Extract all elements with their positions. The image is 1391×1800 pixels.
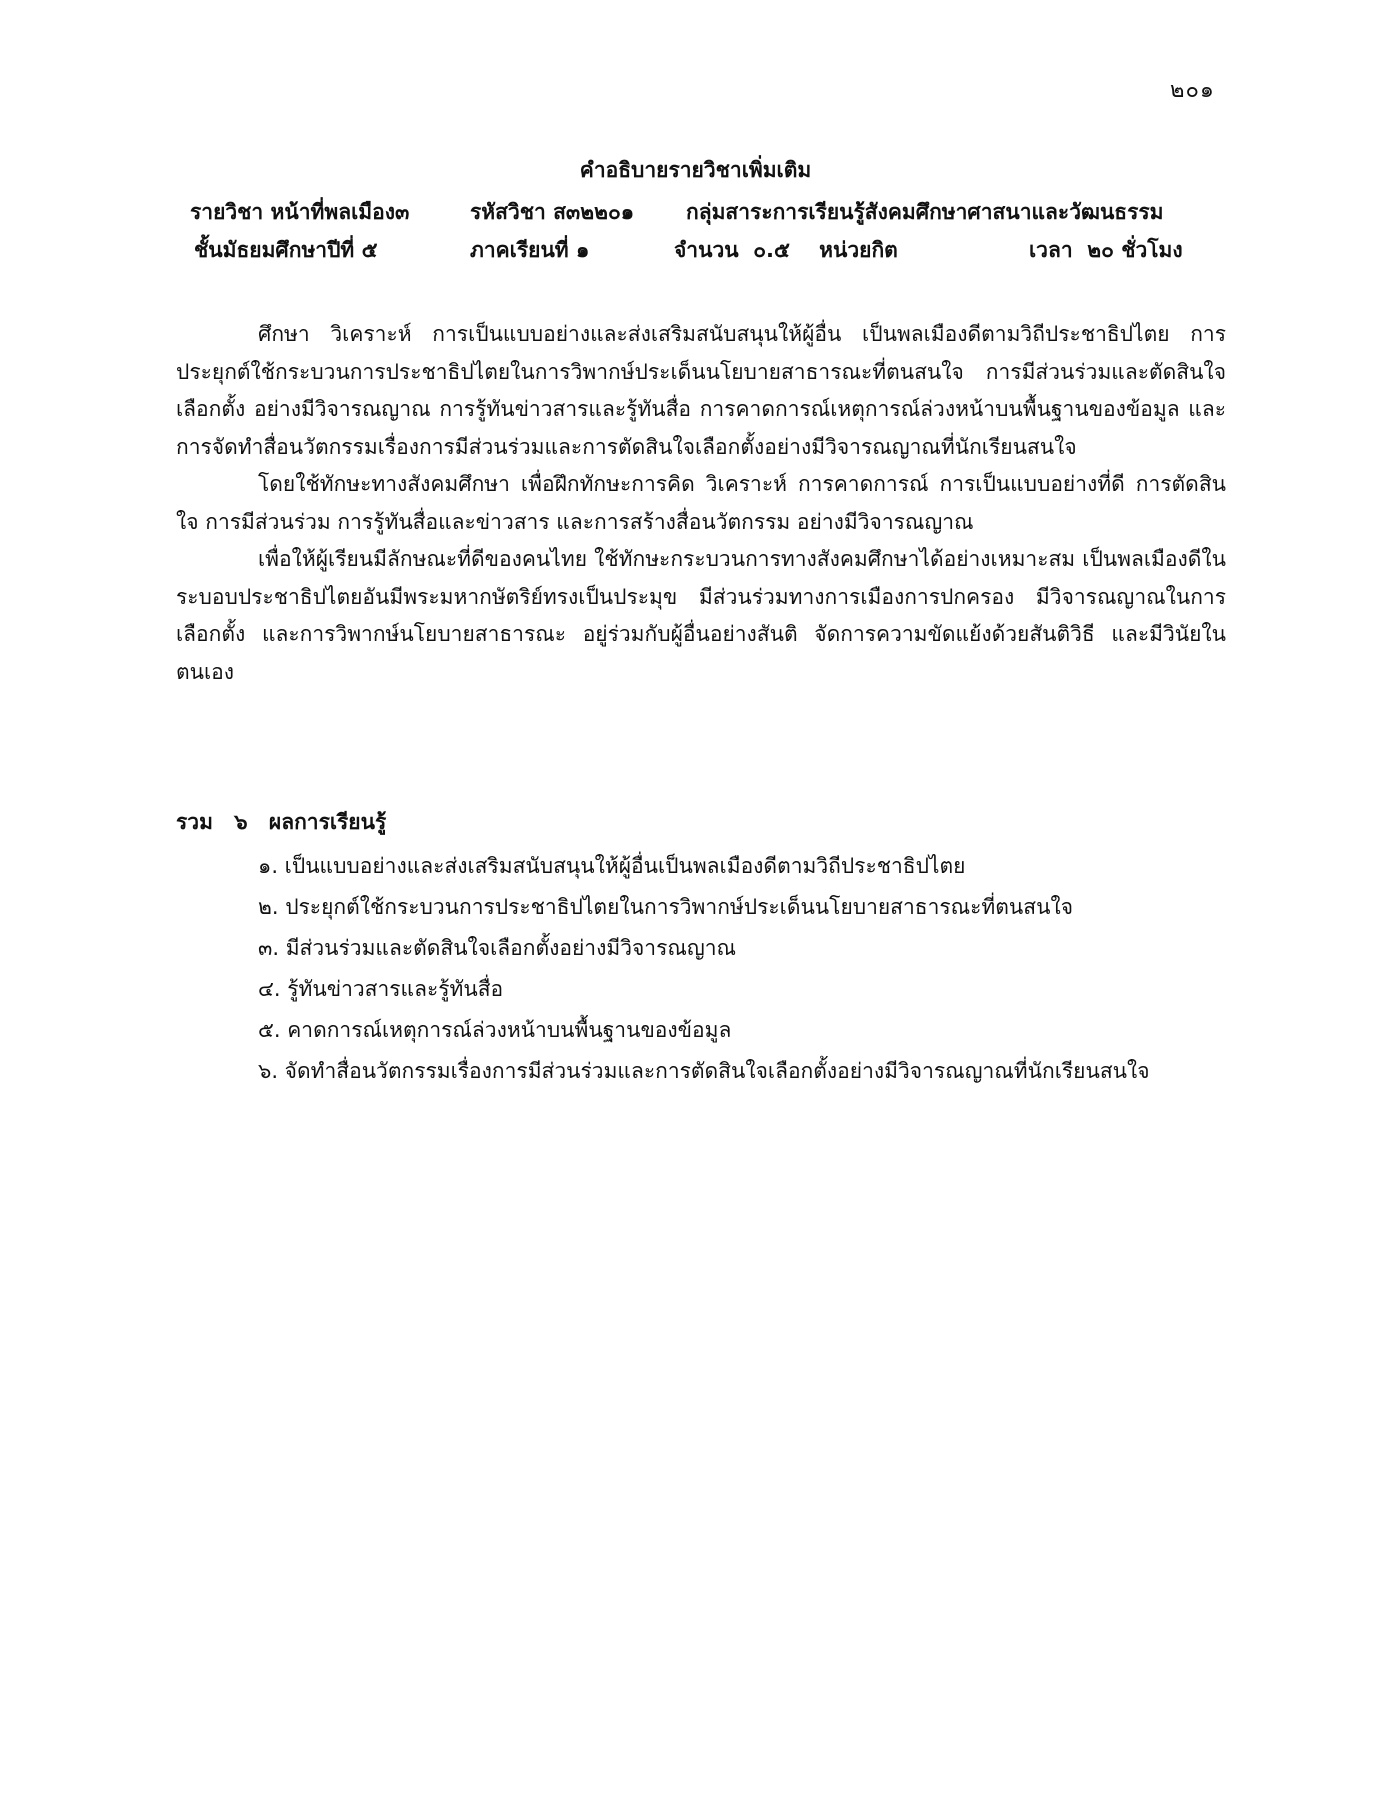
outcome-count: ๖ — [234, 810, 248, 834]
subject-name: รายวิชา หน้าที่พลเมือง๓ — [190, 200, 410, 224]
outcome-item: ๓. มีส่วนร่วมและตัดสินใจเลือกตั้งอย่างมีวิจารณญาณ — [258, 936, 737, 960]
hours: เวลา ๒๐ ชั่วโมง — [1029, 238, 1183, 262]
outcome-item: ๕. คาดการณ์เหตุการณ์ล่วงหน้าบนพื้นฐานของข้อมูล — [258, 1018, 732, 1042]
credits: จำนวน ๐.๕ หน่วยกิต — [674, 238, 898, 262]
outcome-item: ๑. เป็นแบบอย่างและส่งเสริมสนับสนุนให้ผู้อื่นเป็นพลเมืองดีตามวิถีประชาธิปไตย — [258, 854, 966, 878]
page-title: คำอธิบายรายวิชาเพิ่มเติม — [579, 158, 812, 182]
grade-level: ชั้นมัธยมศึกษาปีที่ ๕ — [194, 238, 378, 262]
description-paragraph: เพื่อให้ผู้เรียนมีลักษณะที่ดีของคนไทย ใช้ทักษะกระบวนการทางสังคมศึกษาได้อย่างเหมาะสม เป็นพลเมืองดีในระบอบประชาธิปไตยอันมีพระมหากษัตริย์ทรงเป็นประมุข มีส่วนร่วมทางการเมืองการปกครอง มีวิจารณญาณในการเลือกตั้ง และการวิพากษ์นโยบายสาธารณะ อยู่ร่วมกับผู้อื่นอย่างสันติ จัดการความขัดแย้งด้วยสันติวิธี และมีวินัยในตนเอง — [176, 547, 1226, 684]
subject-code: รหัสวิชา ส๓๒๒๐๑ — [470, 200, 635, 224]
course-description — [176, 316, 1226, 691]
total-label: รวม — [176, 810, 213, 834]
page-number: ๒๐๑ — [1170, 78, 1215, 103]
semester: ภาคเรียนที่ ๑ — [470, 238, 590, 262]
description-paragraph: โดยใช้ทักษะทางสังคมศึกษา เพื่อฝึกทักษะการคิด วิเคราะห์ การคาดการณ์ การเป็นแบบอย่างที่ดี การตัดสินใจ การมีส่วนร่วม การรู้ทันสื่อและข่าวสาร และการสร้างสื่อนวัตกรรม อย่างมีวิจารณญาณ — [176, 472, 1226, 534]
learning-outcomes-heading — [176, 806, 400, 839]
outcome-item: ๖. จัดทำสื่อนวัตกรรมเรื่องการมีส่วนร่วมและการตัดสินใจเลือกตั้งอย่างมีวิจารณญาณที่นักเรียนสนใจ — [258, 1059, 1150, 1083]
outcome-item: ๔. รู้ทันข่าวสารและรู้ทันสื่อ — [258, 977, 504, 1001]
course-header-row-1 — [0, 196, 1391, 230]
outcomes-label: ผลการเรียนรู้ — [268, 810, 387, 834]
course-header-row-2 — [0, 234, 1391, 268]
outcome-item: ๒. ประยุกต์ใช้กระบวนการประชาธิปไตยในการวิพากษ์ประเด็นนโยบายสาธารณะที่ตนสนใจ — [258, 895, 1074, 919]
description-paragraph: ศึกษา วิเคราะห์ การเป็นแบบอย่างและส่งเสริมสนับสนุนให้ผู้อื่น เป็นพลเมืองดีตามวิถีประชาธิปไตย การประยุกต์ใช้กระบวนการประชาธิปไตยในการวิพากษ์ประเด็นนโยบายสาธารณะที่ตนสนใจ การมีส่วนร่วมและตัดสินใจเลือกตั้ง อย่างมีวิจารณญาณ การรู้ทันข่าวสารและรู้ทันสื่อ การคาดการณ์เหตุการณ์ล่วงหน้าบนพื้นฐานของข้อมูล และการจัดทำสื่อนวัตกรรมเรื่องการมีส่วนร่วมและการตัดสินใจเลือกตั้งอย่างมีวิจารณญาณที่นักเรียนสนใจ — [176, 322, 1226, 459]
learning-area: กลุ่มสาระการเรียนรู้สังคมศึกษาศาสนาและวัฒนธรรม — [686, 200, 1164, 224]
learning-outcomes-list — [258, 846, 1258, 1092]
